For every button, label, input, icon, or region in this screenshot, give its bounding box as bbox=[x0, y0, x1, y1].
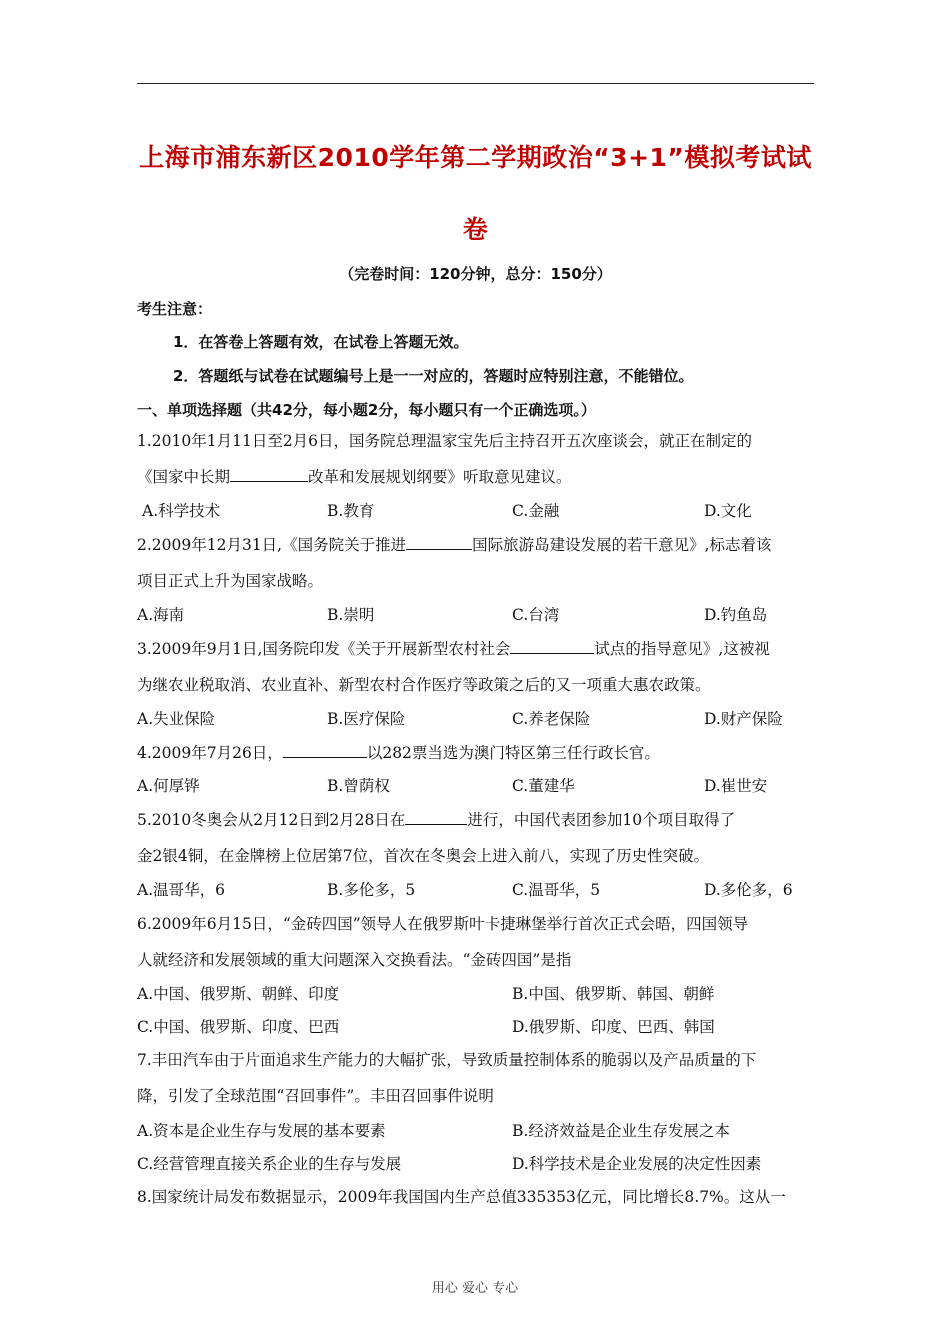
exam-title-line-1: 上海市浦东新区2010学年第二学期政治“3+1”模拟考试试 bbox=[139, 143, 812, 172]
option-d: D.崔世安 bbox=[704, 777, 768, 795]
option-b: B.多伦多，5 bbox=[327, 881, 416, 899]
option-b: B.中国、俄罗斯、韩国、朝鲜 bbox=[512, 985, 715, 1003]
option-c: C.温哥华，5 bbox=[512, 881, 601, 899]
option-c: C.董建华 bbox=[512, 777, 575, 795]
option-d: D.文化 bbox=[704, 502, 752, 520]
question-7-line-2: 降，引发了全球范围“召回事件”。丰田召回事件说明 bbox=[137, 1087, 494, 1105]
option-a: A.何厚铧 bbox=[137, 777, 200, 795]
notice-heading: 考生注意： bbox=[137, 300, 213, 318]
question-1-line-2: 《国家中长期 改革和发展规划纲要》听取意见建议。 bbox=[137, 468, 572, 486]
option-a: A.中国、俄罗斯、朝鲜、印度 bbox=[137, 985, 340, 1003]
answer-blank bbox=[510, 639, 594, 654]
option-d: D.财产保险 bbox=[704, 710, 783, 728]
option-d: D.多伦多，6 bbox=[704, 881, 793, 899]
answer-blank bbox=[230, 467, 308, 482]
answer-blank bbox=[283, 743, 367, 758]
notice-item-2: 2．答题纸与试卷在试题编号上是一一对应的，答题时应特别注意，不能错位。 bbox=[173, 367, 694, 385]
option-c: C.养老保险 bbox=[512, 710, 591, 728]
option-a: A.温哥华，6 bbox=[137, 881, 225, 899]
question-1-line-1: 1.2010年1月11日至2月6日，国务院总理温家宝先后主持召开五次座谈会，就正在制定的 bbox=[137, 432, 753, 450]
question-5-line-2: 金2银4铜，在金牌榜上位居第7位，首次在冬奥会上进入前八，实现了历史性突破。 bbox=[137, 847, 710, 865]
question-7-line-1: 7.丰田汽车由于片面追求生产能力的大幅扩张，导致质量控制体系的脆弱以及产品质量的下 bbox=[137, 1051, 757, 1069]
header-rule bbox=[137, 83, 814, 84]
question-4-line-1: 4.2009年7月26日， 以282票当选为澳门特区第三任行政长官。 bbox=[137, 744, 660, 762]
section-heading: 一、单项选择题（共42分，每小题2分，每小题只有一个正确选项。） bbox=[137, 401, 596, 419]
exam-title-line-2: 卷 bbox=[462, 215, 489, 244]
question-3-line-1: 3.2009年9月1日,国务院印发《关于开展新型农村社会 试点的指导意见》,这被视 bbox=[137, 640, 770, 658]
option-a: A.科学技术 bbox=[142, 502, 221, 520]
option-d: D.科学技术是企业发展的决定性因素 bbox=[512, 1155, 762, 1173]
notice-item-1: 1．在答卷上答题有效，在试卷上答题无效。 bbox=[173, 333, 469, 351]
option-d: D.钓鱼岛 bbox=[704, 606, 768, 624]
option-b: B.经济效益是企业生存发展之本 bbox=[512, 1122, 730, 1140]
option-a: A.资本是企业生存与发展的基本要素 bbox=[137, 1122, 386, 1140]
option-c: C.金融 bbox=[512, 502, 560, 520]
option-b: B.医疗保险 bbox=[327, 710, 406, 728]
option-b: B.曾荫权 bbox=[327, 777, 390, 795]
answer-blank bbox=[405, 810, 467, 825]
question-3-line-2: 为继农业税取消、农业直补、新型农村合作医疗等政策之后的又一项重大惠农政策。 bbox=[137, 676, 711, 694]
option-a: A.失业保险 bbox=[137, 710, 216, 728]
question-2-line-2: 项目正式上升为国家战略。 bbox=[137, 572, 324, 590]
option-b: B.教育 bbox=[327, 502, 375, 520]
question-5-line-1: 5.2010冬奥会从2月12日到2月28日在 进行，中国代表团参加10个项目取得了 bbox=[137, 811, 736, 829]
exam-info: （完卷时间：120分钟，总分：150分） bbox=[339, 265, 612, 283]
answer-blank bbox=[406, 535, 472, 550]
question-6-line-1: 6.2009年6月15日，“金砖四国”领导人在俄罗斯叶卡捷琳堡举行首次正式会晤，四国领导 bbox=[137, 915, 749, 933]
option-c: C.中国、俄罗斯、印度、巴西 bbox=[137, 1018, 340, 1036]
page-footer: 用心 爱心 专心 bbox=[431, 1281, 519, 1296]
option-d: D.俄罗斯、印度、巴西、韩国 bbox=[512, 1018, 715, 1036]
question-2-line-1: 2.2009年12月31日,《国务院关于推进 国际旅游岛建设发展的若干意见》,标志着该 bbox=[137, 536, 772, 554]
option-b: B.崇明 bbox=[327, 606, 375, 624]
option-a: A.海南 bbox=[137, 606, 185, 624]
question-6-line-2: 人就经济和发展领域的重大问题深入交换看法。“金砖四国”是指 bbox=[137, 951, 572, 969]
question-8-line-1: 8.国家统计局发布数据显示，2009年我国国内生产总值335353亿元，同比增长8.7%。这从一 bbox=[137, 1188, 786, 1206]
option-c: C.经营管理直接关系企业的生存与发展 bbox=[137, 1155, 402, 1173]
option-c: C.台湾 bbox=[512, 606, 560, 624]
